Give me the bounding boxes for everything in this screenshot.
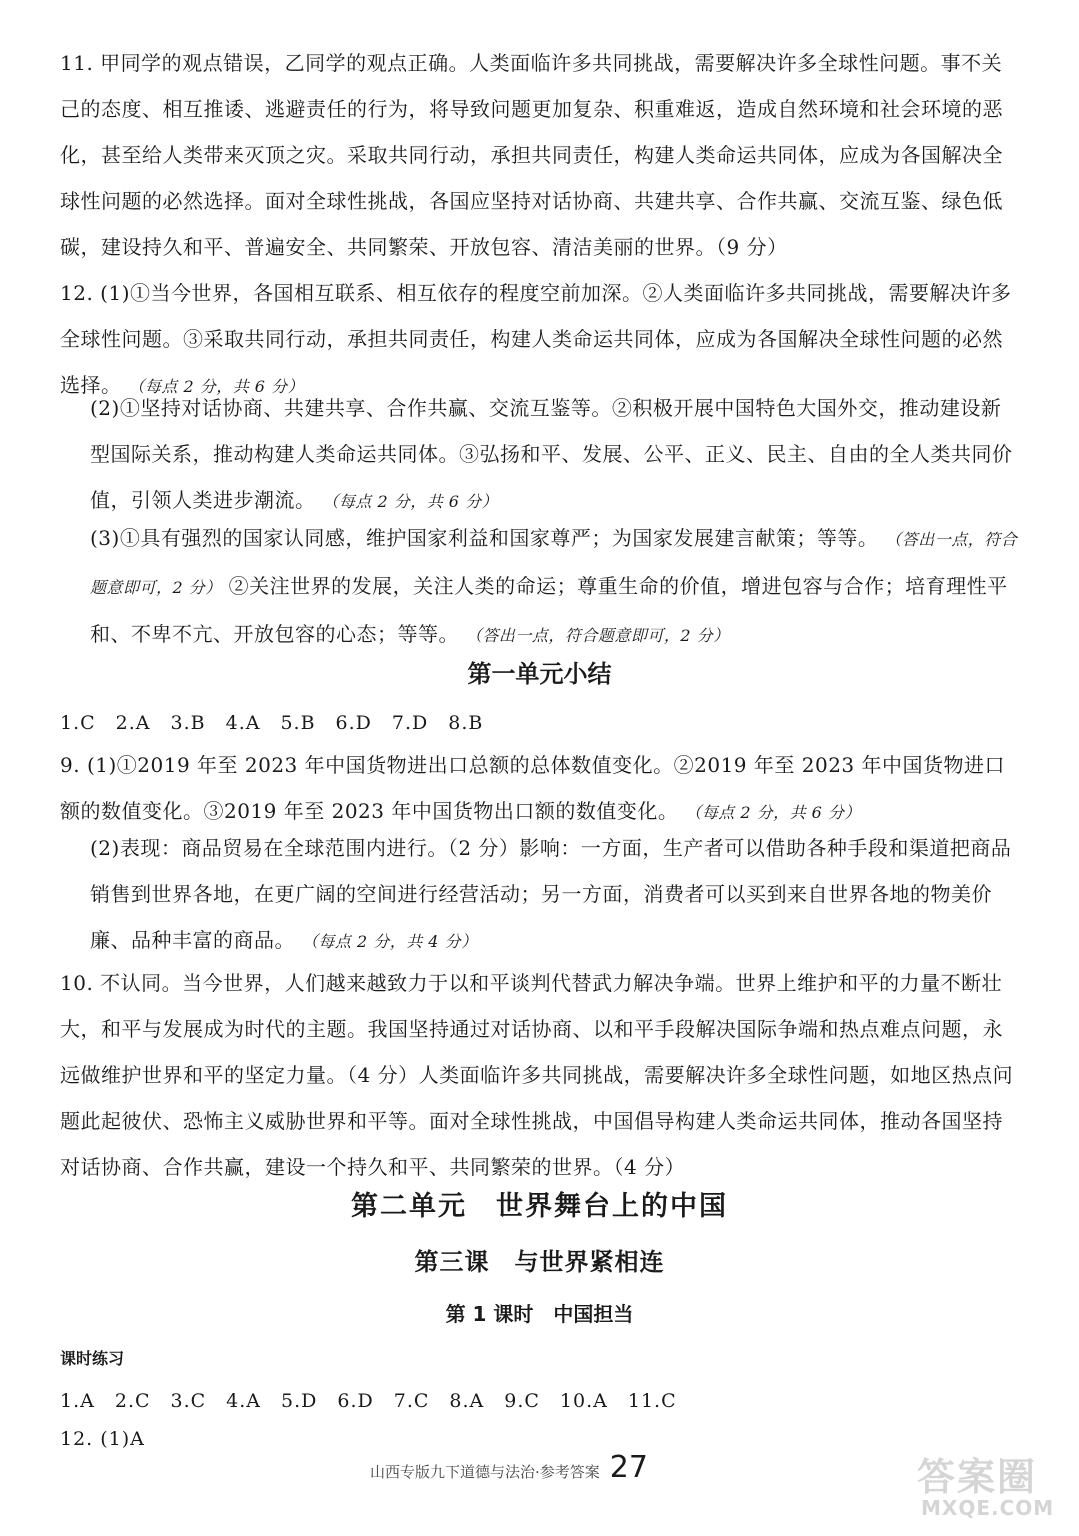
footer-text: 山西专版九下道德与法治·参考答案: [370, 1463, 600, 1481]
page-number: 27: [609, 1450, 648, 1485]
answer-q12-part3b-text: ②关注世界的发展，关注人类的命运；尊重生命的价值，增进包容与合作；培育理性平和、不卑不亢、开放包容的心态；等等。: [90, 574, 1008, 646]
answer-summary-q10: [60, 960, 1020, 1190]
answer-summary-q9-part1-text: 9. (1)①2019 年至 2023 年中国货物进出口总额的总体数值变化。②2019 年至 2023 年中国货物进口额的数值变化。③2019 年至 2023 年中国货物出口额的数值变化。: [60, 753, 1006, 823]
score-note: （每点 2 分，共 4 分）: [301, 932, 478, 951]
practice-label: 课时练习: [60, 1349, 125, 1368]
unit2-title: 第二单元 世界舞台上的中国: [351, 1191, 728, 1222]
watermark-logo: [895, 1446, 1065, 1526]
answer-q11-text: 11. 甲同学的观点错误，乙同学的观点正确。人类面临许多共同挑战，需要解决许多全球性问题。事不关己的态度、相互推诿、逃避责任的行为，将导致问题更加复杂、积重难返，造成自然环境和社会环境的恶化，甚至给人类带来灭顶之灾。采取共同行动，承担共同责任，构建人类命运共同体，应成为各国解决全球性问题的必然选择。面对全球性挑战，各国应坚持对话协商、共建共享、合作共赢、交流互鉴、绿色低碳，建设持久和平、普遍安全、共同繁荣、开放包容、清洁美丽的世界。（9 分）: [60, 51, 1003, 259]
answer-summary-q10-text: 10. 不认同。当今世界，人们越来越致力于以和平谈判代替武力解决争端。世界上维护和平的力量不断壮大，和平与发展成为时代的主题。我国坚持通过对话协商、以和平手段解决国际争端和热点难点问题，永远做维护世界和平的坚定力量。（4 分）人类面临许多共同挑战，需要解决许多全球性问题，如地区热点问题此起彼伏、恐怖主义威胁世界和平等。面对全球性挑战，中国倡导构建人类命运共同体，推动各国坚持对话协商、合作共赢，建设一个持久和平、共同繁荣的世界。（4 分）: [60, 971, 1014, 1179]
period1-title: 第 1 课时 中国担当: [445, 1302, 634, 1326]
unit1-choice-answers: 1.C 2.A 3.B 4.A 5.B 6.D 7.D 8.B: [60, 712, 484, 734]
score-note: （每点 2 分，共 6 分）: [322, 492, 499, 511]
score-note: （答出一点，符合题意即可，2 分）: [90, 530, 1018, 597]
answer-summary-q9-part2: [90, 825, 1020, 965]
watermark-chinese: 答案圈: [917, 1455, 1038, 1499]
page-footer: [370, 1450, 730, 1485]
practice-choice-answers: 1.A 2.C 3.C 4.A 5.D 6.D 7.C 8.A 9.C 10.A 11.C: [60, 1390, 677, 1412]
answer-q12-part3: [90, 515, 1020, 659]
score-note: （答出一点，符合题意即可，2 分）: [465, 626, 730, 645]
answer-summary-q9-part1: [60, 742, 1020, 836]
answer-q12-part2: [90, 385, 1020, 525]
score-note: （每点 2 分，共 6 分）: [685, 803, 861, 822]
watermark-url: MXQE.COM: [921, 1496, 1055, 1520]
score-note: （每点 2 分，共 6 分）: [128, 377, 305, 396]
answer-summary-q9-part2-text: (2)表现：商品贸易在全球范围内进行。（2 分）影响：一方面，生产者可以借助各种手段和渠道把商品销售到世界各地，在更广阔的空间进行经营活动；另一方面，消费者可以买到来自世界各地的物美价廉、品种丰富的商品。: [90, 836, 1012, 952]
answer-q12-part2-text: (2)①坚持对话协商、共建共享、合作共赢、交流互鉴等。②积极开展中国特色大国外交，推动建设新型国际关系，推动构建人类命运共同体。③弘扬和平、发展、公平、正义、民主、自由的全人类共同价值，引领人类进步潮流。: [90, 396, 1013, 512]
practice-q12-answer: 12. (1)A: [60, 1428, 145, 1450]
answer-q12-part1-text: 12. (1)①当今世界，各国相互联系、相互依存的程度空前加深。②人类面临许多共同挑战，需要解决许多全球性问题。③采取共同行动，承担共同责任，构建人类命运共同体，应成为各国解决全球性问题的必然选择。: [60, 281, 1012, 397]
unit1-summary-title: 第一单元小结: [467, 660, 612, 688]
answer-q12-part3-text: (3)①具有强烈的国家认同感，维护国家利益和国家尊严；为国家发展建言献策；等等。: [90, 526, 879, 550]
lesson3-title: 第三课 与世界紧相连: [414, 1248, 665, 1276]
answer-q11: [60, 40, 1020, 270]
